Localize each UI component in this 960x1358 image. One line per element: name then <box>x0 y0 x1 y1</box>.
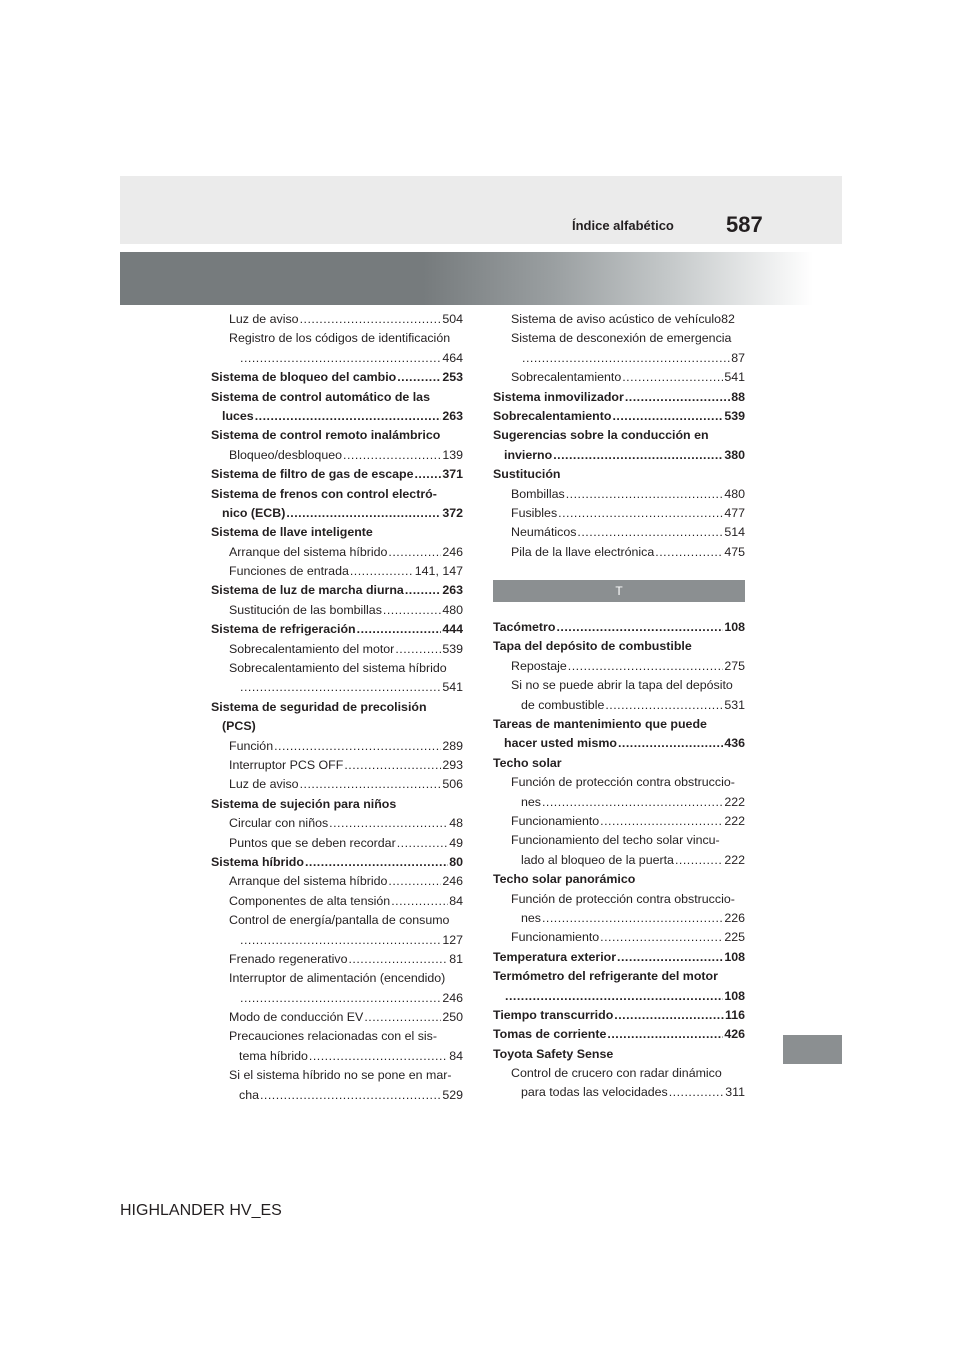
page-reference: 263 <box>442 583 463 598</box>
entry-term: Sustitución de las bombillas <box>229 602 382 617</box>
index-main-entry <box>211 698 463 717</box>
entry-term: Luz de aviso <box>229 777 299 792</box>
dot-leader <box>383 601 441 620</box>
index-sub-entry <box>493 349 745 368</box>
entry-term: para todas las velocidades <box>521 1085 668 1100</box>
index-sub-entry <box>211 814 463 833</box>
index-sub-entry <box>211 989 463 1008</box>
dot-leader <box>618 734 723 753</box>
dot-leader <box>364 1008 441 1027</box>
dot-leader <box>260 1086 441 1105</box>
index-sub-entry <box>211 1027 463 1046</box>
page-reference: 426 <box>724 1027 745 1042</box>
entry-term: Sistema de seguridad de precolisión <box>211 699 427 714</box>
entry-term: Si no se puede abrir la tapa del depósito <box>511 678 733 693</box>
entry-term: Sugerencias sobre la conducción en <box>493 428 709 443</box>
index-main-entry <box>493 426 745 445</box>
page-reference: 246 <box>442 544 463 559</box>
index-main-entry <box>211 795 463 814</box>
entry-term: Interruptor PCS OFF <box>229 757 344 772</box>
dot-leader <box>329 814 448 833</box>
index-main-entry <box>493 734 745 753</box>
entry-term: Sistema de refrigeración <box>211 622 356 637</box>
index-sub-entry <box>211 678 463 697</box>
entry-term: Techo solar <box>493 755 562 770</box>
page-reference: 222 <box>724 794 745 809</box>
index-sub-entry <box>493 696 745 715</box>
dot-leader <box>675 851 723 870</box>
page-reference: 477 <box>724 505 745 520</box>
page-reference: 49 <box>449 835 463 850</box>
entry-term: Circular con niños <box>229 816 329 831</box>
page-reference: 108 <box>724 949 745 964</box>
index-main-entry <box>493 1025 745 1044</box>
dot-leader <box>414 465 441 484</box>
page-reference: 222 <box>724 813 745 828</box>
dot-leader <box>240 989 441 1008</box>
dot-leader <box>240 678 441 697</box>
index-main-entry <box>493 1006 745 1025</box>
dot-leader <box>542 909 723 928</box>
dot-leader <box>655 543 723 562</box>
index-sub-entry <box>211 640 463 659</box>
header-gradient-band <box>120 252 842 305</box>
dot-leader <box>625 388 730 407</box>
entry-term: Sistema de llave inteligente <box>211 525 373 540</box>
index-main-entry <box>211 620 463 639</box>
page-reference: 541 <box>724 370 745 385</box>
index-main-entry <box>493 465 745 484</box>
index-main-entry <box>211 465 463 484</box>
entry-term: Toyota Safety Sense <box>493 1046 614 1061</box>
index-sub-entry <box>211 834 463 853</box>
page-reference: 480 <box>442 602 463 617</box>
index-main-entry <box>211 581 463 600</box>
page-reference: 464 <box>442 350 463 365</box>
dot-leader <box>607 1025 723 1044</box>
index-main-entry <box>493 446 745 465</box>
dot-leader <box>300 775 442 794</box>
page-number: 587 <box>726 212 763 237</box>
index-sub-entry <box>211 892 463 911</box>
page-reference: 371 <box>442 467 463 482</box>
entry-term: Sustitución <box>493 467 561 482</box>
index-sub-entry <box>493 793 745 812</box>
index-main-entry <box>211 368 463 387</box>
index-main-entry <box>493 388 745 407</box>
page-reference: 514 <box>724 525 745 540</box>
entry-term: Función de protección contra obstruccio- <box>511 775 735 790</box>
entry-term: Sistema de control automático de las <box>211 389 430 404</box>
index-sub-entry <box>211 310 463 329</box>
page-reference: 80 <box>449 854 463 869</box>
index-list-right-bottom <box>493 618 745 1103</box>
page-reference: 226 <box>724 910 745 925</box>
index-sub-entry <box>211 446 463 465</box>
entry-term: Neumáticos <box>511 525 577 540</box>
index-sub-entry <box>493 504 745 523</box>
index-main-entry <box>493 715 745 734</box>
page-reference: 250 <box>442 1010 463 1025</box>
index-main-entry <box>493 870 745 889</box>
index-sub-entry <box>493 676 745 695</box>
index-sub-entry <box>493 773 745 792</box>
page-reference: 541 <box>442 680 463 695</box>
index-list-right-top <box>493 310 745 562</box>
dot-leader <box>357 620 442 639</box>
entry-term: Función de protección contra obstruccio- <box>511 891 735 906</box>
dot-leader <box>612 407 723 426</box>
page-reference: 529 <box>442 1087 463 1102</box>
index-main-entry <box>211 426 463 445</box>
entry-term: Tapa del depósito de combustible <box>493 639 692 654</box>
section-header-t: T <box>493 580 745 602</box>
index-sub-entry <box>211 1066 463 1085</box>
dot-leader <box>505 987 723 1006</box>
entry-term: Sistema de filtro de gas de escape <box>211 467 414 482</box>
entry-term: cha <box>239 1087 259 1102</box>
index-main-entry <box>493 1045 745 1064</box>
page-reference: 380 <box>724 447 745 462</box>
index-sub-entry <box>211 775 463 794</box>
index-sub-entry <box>493 543 745 562</box>
dot-leader <box>255 407 442 426</box>
dot-leader <box>343 446 441 465</box>
page-reference: 88 <box>731 389 745 404</box>
entry-term: Sobrecalentamiento del sistema híbrido <box>229 661 447 676</box>
entry-term: Tomas de corriente <box>493 1027 607 1042</box>
entry-term: Sistema de desconexión de emergencia <box>511 331 732 346</box>
entry-term: Fusibles <box>511 505 558 520</box>
page-reference: 116 <box>725 1007 745 1022</box>
entry-term: Bombillas <box>511 486 565 501</box>
dot-leader <box>309 1047 448 1066</box>
dot-leader <box>556 618 723 637</box>
page-reference: 222 <box>724 852 745 867</box>
index-sub-entry <box>493 909 745 928</box>
dot-leader <box>395 640 441 659</box>
dot-leader <box>669 1083 725 1102</box>
page-reference: 139 <box>442 447 463 462</box>
entry-term: Interruptor de alimentación (encendido) <box>229 971 446 986</box>
entry-term: nes <box>521 910 541 925</box>
index-sub-entry <box>211 1008 463 1027</box>
entry-term: Función <box>229 738 274 753</box>
dot-leader <box>600 812 723 831</box>
page-reference: 444 <box>442 622 463 637</box>
index-sub-entry <box>211 349 463 368</box>
entry-term: Repostaje <box>511 658 567 673</box>
dot-leader <box>605 696 723 715</box>
entry-term: Sobrecalentamiento <box>493 408 612 423</box>
dot-leader <box>558 504 723 523</box>
page-reference: 504 <box>442 312 463 326</box>
index-main-entry <box>493 637 745 656</box>
entry-term: Sistema de aviso acústico de vehículo82 <box>511 312 735 326</box>
index-sub-entry <box>493 310 745 329</box>
entry-term: Modo de conducción EV <box>229 1010 364 1025</box>
entry-term: Sistema de luz de marcha diurna <box>211 583 404 598</box>
page-reference: 539 <box>442 641 463 656</box>
index-sub-entry <box>211 659 463 678</box>
dot-leader <box>553 446 723 465</box>
dot-leader <box>350 562 414 581</box>
page-reference: 531 <box>724 697 745 712</box>
page-reference: 225 <box>724 930 745 945</box>
entry-term: Frenado regenerativo <box>229 951 348 966</box>
entry-term: Tiempo transcurrido <box>493 1007 614 1022</box>
page-reference: 539 <box>724 408 745 423</box>
index-sub-entry <box>211 601 463 620</box>
page-reference: 253 <box>442 370 463 385</box>
entry-term: Sistema de sujeción para niños <box>211 796 397 811</box>
page-reference: 263 <box>442 408 463 423</box>
entry-term: Techo solar panorámico <box>493 872 636 887</box>
page-reference: 293 <box>442 757 463 772</box>
index-sub-entry <box>493 928 745 947</box>
page-section-title: Índice alfabético <box>572 218 674 233</box>
dot-leader <box>240 349 441 368</box>
index-main-entry <box>211 523 463 542</box>
index-column-left <box>211 310 463 1105</box>
index-main-entry <box>493 754 745 773</box>
index-sub-entry <box>493 1064 745 1083</box>
index-sub-entry <box>211 969 463 988</box>
page-reference: 289 <box>442 738 463 753</box>
page-reference: 246 <box>442 990 463 1005</box>
index-sub-entry <box>493 657 745 676</box>
index-sub-entry <box>211 931 463 950</box>
page-reference: 436 <box>724 736 745 751</box>
entry-term: Bloqueo/desbloqueo <box>229 447 342 462</box>
entry-term: Puntos que se deben recordar <box>229 835 396 850</box>
index-main-entry <box>493 967 745 986</box>
entry-term: tema híbrido <box>239 1048 308 1063</box>
index-sub-entry <box>211 543 463 562</box>
entry-term: Sistema híbrido <box>211 854 304 869</box>
dot-leader <box>617 948 723 967</box>
index-main-entry <box>211 853 463 872</box>
dot-leader <box>622 368 723 387</box>
index-main-entry <box>211 407 463 426</box>
entry-term: Si el sistema híbrido no se pone en mar- <box>229 1068 452 1083</box>
index-main-entry <box>211 388 463 407</box>
entry-term: Precauciones relacionadas con el sis- <box>229 1029 437 1044</box>
entry-term: hacer usted mismo <box>504 736 617 751</box>
dot-leader <box>274 737 441 756</box>
index-sub-entry <box>493 851 745 870</box>
entry-term: Funcionamiento <box>511 930 600 945</box>
page-reference: 372 <box>442 505 463 520</box>
index-main-entry <box>211 485 463 504</box>
entry-term: Luz de aviso <box>229 312 299 326</box>
page-reference: 108 <box>724 988 745 1003</box>
index-sub-entry <box>211 756 463 775</box>
dot-leader <box>397 368 441 387</box>
entry-term: Sistema de frenos con control electró- <box>211 486 437 501</box>
entry-term: Pila de la llave electrónica <box>511 544 655 559</box>
entry-term: invierno <box>504 447 553 462</box>
entry-term: Control de crucero con radar dinámico <box>511 1066 722 1081</box>
index-sub-entry <box>493 523 745 542</box>
entry-term: de combustible <box>521 697 605 712</box>
page-reference: 84 <box>449 1048 463 1063</box>
entry-term: Sistema de control remoto inalámbrico <box>211 428 441 443</box>
entry-term: nes <box>521 794 541 809</box>
page-reference: 475 <box>724 544 745 559</box>
dot-leader <box>240 931 441 950</box>
index-column-right <box>493 310 745 1103</box>
page-reference: 81 <box>449 951 463 966</box>
dot-leader <box>542 793 723 812</box>
dot-leader <box>388 543 441 562</box>
index-sub-entry <box>211 737 463 756</box>
footer-model-label: HIGHLANDER HV_ES <box>120 1202 282 1219</box>
index-sub-entry <box>493 1083 745 1102</box>
entry-term: Tacómetro <box>493 620 556 635</box>
index-main-entry <box>493 948 745 967</box>
page-reference: 246 <box>442 874 463 889</box>
page-reference: 311 <box>725 1085 745 1100</box>
index-sub-entry <box>493 485 745 504</box>
index-sub-entry <box>493 831 745 850</box>
entry-term: luces <box>222 408 254 423</box>
page-reference: 141, 147 <box>414 564 463 579</box>
dot-leader <box>568 657 724 676</box>
page-reference: 506 <box>442 777 463 792</box>
dot-leader <box>600 928 723 947</box>
entry-term: Arranque del sistema híbrido <box>229 544 388 559</box>
page-reference: 108 <box>724 620 745 635</box>
dot-leader <box>348 950 448 969</box>
entry-term: Funcionamiento <box>511 813 600 828</box>
index-sub-entry <box>493 890 745 909</box>
index-sub-entry <box>211 562 463 581</box>
index-sub-entry <box>211 911 463 930</box>
entry-term: Sistema de bloqueo del cambio <box>211 370 397 385</box>
dot-leader <box>344 756 441 775</box>
index-main-entry <box>211 717 463 736</box>
dot-leader <box>391 892 448 911</box>
entry-term: Sistema inmovilizador <box>493 389 624 404</box>
dot-leader <box>566 485 724 504</box>
index-main-entry <box>493 618 745 637</box>
dot-leader <box>405 581 442 600</box>
dot-leader <box>286 504 441 523</box>
dot-leader <box>522 349 730 368</box>
dot-leader <box>300 310 442 329</box>
page-reference: 480 <box>724 486 745 501</box>
entry-term: Control de energía/pantalla de consumo <box>229 913 450 928</box>
entry-term: Sobrecalentamiento del motor <box>229 641 395 656</box>
entry-term: (PCS) <box>222 719 256 734</box>
index-list-left <box>211 310 463 1105</box>
page-reference: 84 <box>449 893 463 908</box>
page-reference: 275 <box>724 658 745 673</box>
index-sub-entry <box>493 329 745 348</box>
entry-term: Termómetro del refrigerante del motor <box>493 969 718 984</box>
dot-leader <box>577 523 723 542</box>
index-sub-entry <box>211 950 463 969</box>
entry-term: lado al bloqueo de la puerta <box>521 852 674 867</box>
index-main-entry <box>493 407 745 426</box>
index-sub-entry <box>211 1047 463 1066</box>
entry-term: Funcionamiento del techo solar vincu- <box>511 833 720 848</box>
entry-term: Arranque del sistema híbrido <box>229 874 388 889</box>
index-sub-entry <box>211 1086 463 1105</box>
entry-term: Tareas de mantenimiento que puede <box>493 717 707 732</box>
entry-term: Funciones de entrada <box>229 564 349 579</box>
index-sub-entry <box>211 329 463 348</box>
page-reference: 48 <box>449 816 463 831</box>
index-sub-entry <box>493 368 745 387</box>
dot-leader <box>614 1006 724 1025</box>
entry-term: Temperatura exterior <box>493 949 617 964</box>
index-main-entry <box>493 987 745 1006</box>
entry-term: Registro de los códigos de identificación <box>229 331 451 346</box>
index-main-entry <box>211 504 463 523</box>
chapter-side-tab <box>783 1035 842 1064</box>
dot-leader <box>388 872 441 891</box>
entry-term: nico (ECB) <box>222 505 286 520</box>
page-reference: 127 <box>442 932 463 947</box>
entry-term: Componentes de alta tensión <box>229 893 391 908</box>
page-reference: 87 <box>731 350 745 365</box>
entry-term: Sobrecalentamiento <box>511 370 622 385</box>
dot-leader <box>397 834 449 853</box>
index-sub-entry <box>211 872 463 891</box>
index-sub-entry <box>493 812 745 831</box>
dot-leader <box>305 853 448 872</box>
